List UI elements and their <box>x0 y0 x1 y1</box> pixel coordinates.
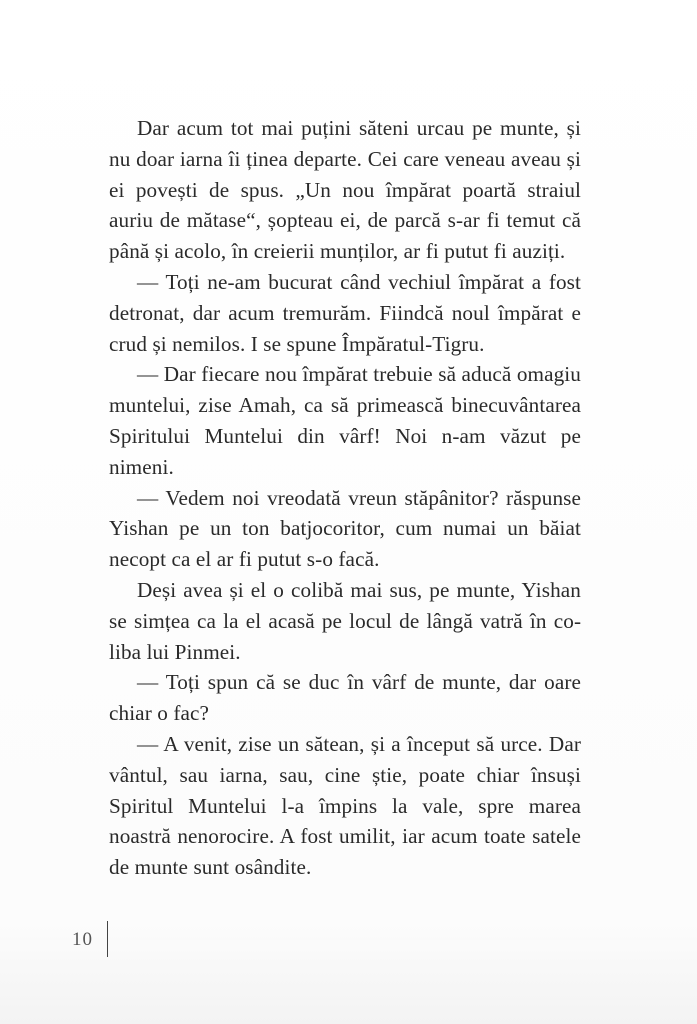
paragraph-4: — Vedem noi vreodată vreun stăpânitor? răspunse Yishan pe un ton batjocoritor, cum numai un băiat necopt ca el ar fi putut s-o facă. <box>109 485 581 572</box>
folio-divider <box>107 921 108 957</box>
paragraph-7: — A venit, zise un sătean, și a început să urce. Dar vântul, sau iarna, sau, cine știe, poate chiar însuși Spiritul Muntelui l-a împins la vale, spre marea noastră nenorocire. A fost umilit, iar acum toate satele de munte sunt osândite. <box>109 731 581 880</box>
paragraph-2: — Toți ne-am bucurat când vechiul împărat a fost detronat, dar acum tremurăm. Fiindcă noul împărat e crud și nemilos. I se spune Împăratul-Tigru. <box>109 269 581 356</box>
paragraph-5: Deși avea și el o colibă mai sus, pe munte, Yishan se simțea ca la el acasă pe locul de lângă vatră în coliba lui Pinmei. <box>109 577 581 664</box>
page-number: 10 <box>72 929 93 950</box>
paragraph-6: — Toți spun că se duc în vârf de munte, dar oare chiar o fac? <box>109 670 581 726</box>
body-text <box>109 113 581 883</box>
paragraph-3: — Dar fiecare nou împărat trebuie să aducă omagiu muntelui, zise Amah, ca să primească binecuvântarea Spiritului Muntelui din vârf! Noi n-am văzut pe nimeni. <box>109 362 581 479</box>
paragraph-1: Dar acum tot mai puțini săteni urcau pe munte, și nu doar iarna îi ținea departe. Cei care veneau aveau și ei povești de spus. „Un nou împărat poartă straiul auriu de mătase“, șopteau ei, de parcă s-ar fi temut că până și acolo, în creierii munților, ar fi putut fi auziți. <box>109 116 581 264</box>
